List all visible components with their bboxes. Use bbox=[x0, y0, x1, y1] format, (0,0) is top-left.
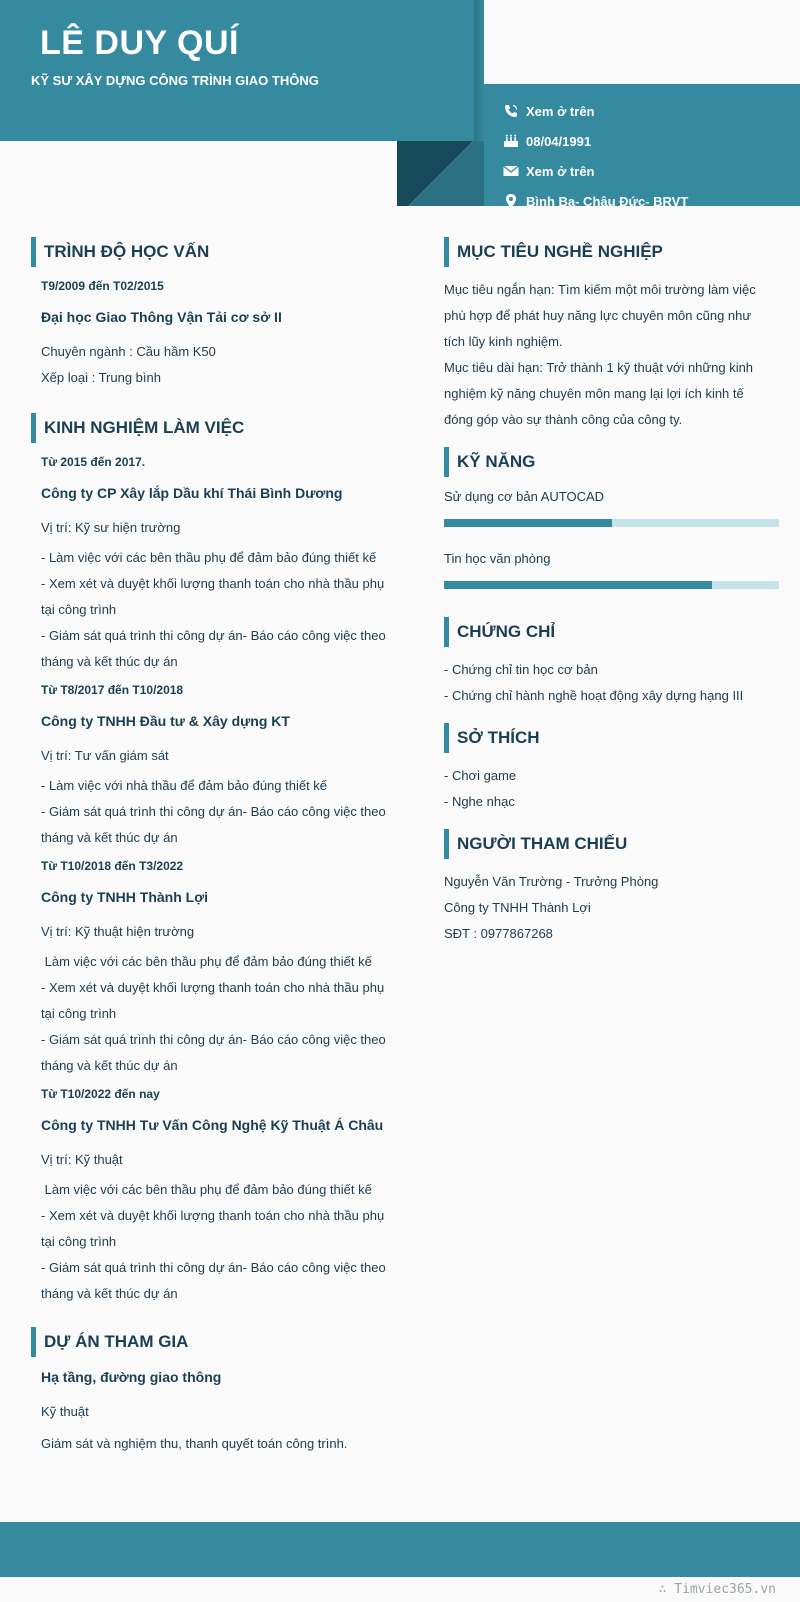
skills-heading: KỸ NĂNG bbox=[444, 447, 784, 477]
job-item bbox=[31, 681, 411, 851]
phone-icon bbox=[500, 104, 522, 118]
heading-accent-bar bbox=[31, 237, 36, 267]
right-column bbox=[444, 237, 784, 947]
job-item bbox=[31, 857, 411, 1079]
contact-birthday-text: 08/04/1991 bbox=[526, 133, 592, 149]
envelope-icon bbox=[500, 165, 522, 177]
job-title: KỸ SƯ XÂY DỰNG CÔNG TRÌNH GIAO THÔNG bbox=[31, 73, 319, 88]
skill-progress-fill bbox=[444, 519, 612, 527]
hobby-item: - Chơi game bbox=[444, 768, 517, 783]
birthday-cake-icon bbox=[500, 134, 522, 148]
hobby-item: - Nghe nhạc bbox=[444, 794, 515, 809]
header-fold-shade bbox=[397, 141, 484, 206]
job-period: Từ 2015 đến 2017. bbox=[41, 455, 146, 469]
education-rank: Xếp loại : Trung bình bbox=[41, 370, 161, 385]
references-list bbox=[444, 869, 784, 947]
candidate-name: LÊ DUY QUÍ bbox=[40, 24, 239, 62]
contact-birthday bbox=[500, 126, 688, 156]
education-heading: TRÌNH ĐỘ HỌC VẤN bbox=[31, 237, 411, 267]
experience-heading: KINH NGHIỆM LÀM VIỆC bbox=[31, 413, 411, 443]
header-banner bbox=[0, 0, 484, 141]
job-period: Từ T10/2022 đến nay bbox=[41, 1087, 160, 1101]
skill-name: Sử dụng cơ bản AUTOCAD bbox=[444, 489, 605, 504]
job-company: Công ty TNHH Đầu tư & Xây dựng KT bbox=[41, 713, 290, 729]
references-heading: NGƯỜI THAM CHIẾU bbox=[444, 829, 784, 859]
certificates-list bbox=[444, 657, 784, 709]
skill-progress-bar bbox=[444, 581, 779, 589]
job-line: Vị trí: Kỹ thuật hiện trường bbox=[41, 924, 195, 939]
project-item bbox=[31, 1367, 411, 1457]
skill-item bbox=[444, 487, 784, 527]
job-company: Công ty CP Xây lắp Dầu khí Thái Bình Dương bbox=[41, 485, 343, 501]
reference-line: Nguyễn Văn Trường - Trưởng Phòng bbox=[444, 874, 659, 889]
job-company: Công ty TNHH Thành Lợi bbox=[41, 889, 209, 905]
job-line: Làm việc với các bên thầu phụ để đảm bảo đúng thiết kế bbox=[41, 954, 372, 969]
job-line: tháng và kết thúc dự án bbox=[41, 1286, 178, 1301]
job-line: tại công trình bbox=[41, 1006, 117, 1021]
job-line: Vị trí: Tư vấn giám sát bbox=[41, 748, 169, 763]
skill-item bbox=[444, 549, 784, 589]
skill-progress-bar bbox=[444, 519, 779, 527]
project-name: Hạ tầng, đường giao thông bbox=[41, 1369, 222, 1385]
job-line: tháng và kết thúc dự án bbox=[41, 830, 178, 845]
contact-phone-text: Xem ở trên bbox=[526, 103, 595, 119]
job-company: Công ty TNHH Tư Vấn Công Nghệ Kỹ Thuật Á Châu bbox=[41, 1117, 384, 1133]
certificates-heading: CHỨNG CHỈ bbox=[444, 617, 784, 647]
map-pin-icon bbox=[500, 194, 522, 208]
education-major: Chuyên ngành : Cầu hầm K50 bbox=[41, 344, 216, 359]
heading-accent-bar bbox=[444, 829, 449, 859]
job-line: tháng và kết thúc dự án bbox=[41, 654, 178, 669]
hobbies-heading: SỞ THÍCH bbox=[444, 723, 784, 753]
watermark: ∴ Timviec365.vn bbox=[658, 1582, 776, 1597]
job-period: Từ T8/2017 đến T10/2018 bbox=[41, 683, 184, 697]
projects-heading: DỰ ÁN THAM GIA bbox=[31, 1327, 411, 1357]
contact-list bbox=[500, 96, 688, 216]
contact-phone bbox=[500, 96, 688, 126]
job-line: - Làm việc với nhà thầu để đảm bảo đúng thiết kế bbox=[41, 778, 328, 793]
heading-accent-bar bbox=[444, 447, 449, 477]
skill-name: Tin học văn phòng bbox=[444, 551, 551, 566]
job-line: Vị trí: Kỹ sư hiện trường bbox=[41, 520, 181, 535]
project-description: Giám sát và nghiệm thu, thanh quyết toán công trình. bbox=[41, 1436, 348, 1451]
contact-address bbox=[500, 186, 688, 216]
job-line: - Giám sát quá trình thi công dự án- Báo cáo công việc theo bbox=[41, 1260, 386, 1275]
left-column bbox=[31, 237, 411, 1457]
project-role: Kỹ thuật bbox=[41, 1404, 89, 1419]
contact-address-text: Bình Ba- Châu Đức- BRVT bbox=[526, 193, 689, 209]
job-line: - Xem xét và duyệt khối lượng thanh toán cho nhà thầu phụ bbox=[41, 1208, 385, 1223]
hobbies-list bbox=[444, 763, 784, 815]
heading-accent-bar bbox=[444, 617, 449, 647]
job-line: tại công trình bbox=[41, 602, 117, 617]
heading-accent-bar bbox=[444, 237, 449, 267]
header-shadow bbox=[474, 0, 484, 141]
job-line: Vị trí: Kỹ thuật bbox=[41, 1152, 123, 1167]
job-item bbox=[31, 1085, 411, 1307]
certificate-item: - Chứng chỉ hành nghề hoạt động xây dựng hạng III bbox=[444, 688, 744, 703]
objective-text: Mục tiêu ngắn hạn: Tìm kiếm một môi trường làm việc phù hợp để phát huy năng lực chuyên môn cũng như tích lũy kinh nghiệm. Mục tiêu dài hạn: Trở thành 1 kỹ thuật với những kinh nghiệm kỹ năng chuyên môn mang lại lợi ích kinh tế đóng góp vào sự thành công của công ty. bbox=[444, 282, 756, 427]
contact-email-text: Xem ở trên bbox=[526, 163, 595, 179]
heading-accent-bar bbox=[444, 723, 449, 753]
heading-accent-bar bbox=[31, 413, 36, 443]
job-line: - Giám sát quá trình thi công dự án- Báo cáo công việc theo bbox=[41, 628, 386, 643]
job-line: - Xem xét và duyệt khối lượng thanh toán cho nhà thầu phụ bbox=[41, 576, 385, 591]
job-line: tháng và kết thúc dự án bbox=[41, 1058, 178, 1073]
job-line: - Giám sát quá trình thi công dự án- Báo cáo công việc theo bbox=[41, 804, 386, 819]
job-line: - Giám sát quá trình thi công dự án- Báo cáo công việc theo bbox=[41, 1032, 386, 1047]
job-period: Từ T10/2018 đến T3/2022 bbox=[41, 859, 184, 873]
job-item bbox=[31, 453, 411, 675]
job-line: - Xem xét và duyệt khối lượng thanh toán cho nhà thầu phụ bbox=[41, 980, 385, 995]
reference-line: Công ty TNHH Thành Lợi bbox=[444, 900, 591, 915]
footer-band bbox=[0, 1522, 800, 1577]
heading-accent-bar bbox=[31, 1327, 36, 1357]
education-item bbox=[31, 277, 411, 391]
contact-email bbox=[500, 156, 688, 186]
certificate-item: - Chứng chỉ tin học cơ bản bbox=[444, 662, 598, 677]
job-line: tại công trình bbox=[41, 1234, 117, 1249]
job-line: - Làm việc với các bên thầu phụ để đảm bảo đúng thiết kế bbox=[41, 550, 377, 565]
job-line: Làm việc với các bên thầu phụ để đảm bảo đúng thiết kế bbox=[41, 1182, 372, 1197]
reference-line: SĐT : 0977867268 bbox=[444, 926, 553, 941]
objective-heading: MỤC TIÊU NGHỀ NGHIỆP bbox=[444, 237, 784, 267]
education-period: T9/2009 đến T02/2015 bbox=[41, 279, 164, 293]
education-school: Đại học Giao Thông Vận Tải cơ sở II bbox=[41, 309, 282, 325]
skill-progress-fill bbox=[444, 581, 712, 589]
